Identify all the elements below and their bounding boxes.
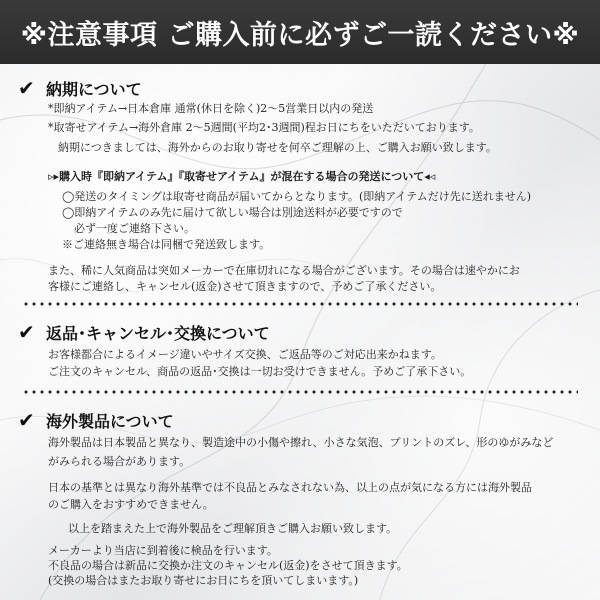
mixed-order-line: ※ご連絡無き場合は同梱で発送致します。: [62, 238, 271, 251]
overseas-line: 不良品の場合は新品に交換か注文のキャンセル(返金)をさせて頂きます。: [48, 559, 408, 572]
overseas-section-heading: [18, 408, 174, 432]
checkmark-icon: ✔: [18, 408, 35, 432]
returns-line: ご注文のキャンセル、商品の返品･交換は一切お受けできません。予めご了承下さい。: [48, 365, 472, 378]
dotted-divider: [22, 302, 578, 306]
dotted-divider: [22, 390, 578, 394]
mixed-order-line: 必ず一度ご連絡下さい。: [74, 222, 195, 235]
overseas-line: のご購入をおすすめできません。: [48, 498, 214, 511]
notice-banner: [0, 0, 600, 64]
returns-section-heading: [18, 320, 270, 344]
checkmark-icon: ✔: [18, 320, 35, 344]
delivery-section-title: 納期について: [46, 79, 142, 99]
delivery-section-heading: [18, 76, 142, 100]
overseas-line: 海外製品は日本製品と異なり、製造途中の小傷や擦れ、小さな気泡、プリントのズレ、形のゆがみなど: [48, 436, 554, 449]
overseas-line: 以上を踏まえた上で海外製品をご理解頂きご購入お願い致します。: [68, 522, 398, 535]
banner-title: ※注意事項 ご購入前に必ずご一読ください※: [20, 19, 580, 51]
mixed-order-heading: ▹▸購入時『即納アイテム』『取寄せアイテム』が混在する場合の発送について◂◃: [48, 170, 436, 183]
delivery-line: 納期につきましては、海外からのお取り寄せを何卒ご理解の上、ご購入お願い致します。: [58, 141, 497, 154]
overseas-section-title: 海外製品について: [46, 411, 174, 431]
overseas-line: メーカーより当店に到着後に検品を行います。: [48, 544, 278, 557]
overseas-line: 日本の基準とは異なり海外基準では不良品とみなされない為、以上の点が気になる方には海外製品: [48, 481, 532, 494]
mixed-order-line: ◯即納アイテムのみ先に届けて欲しい場合は別途送料が必要ですので: [62, 206, 403, 219]
mixed-order-line: ◯発送のタイミングは取寄せ商品が届いてからとなります。(即納アイテムだけ先に送れません): [62, 190, 532, 203]
returns-section-title: 返品･キャンセル･交換について: [46, 323, 270, 343]
delivery-line: *取寄せアイテム→海外倉庫 2〜5週間(平均2･3週間)程お日にちをいただいております。: [48, 121, 480, 134]
stock-notice-line: また、稀に人気商品は突如メーカーで在庫切れになる場合がございます。その場合は速やかにお: [48, 264, 520, 277]
stock-notice-line: 客様にご連絡し、キャンセル(返金)させて頂きますので、予めご了承ください。: [48, 280, 442, 293]
overseas-line: がみられる場合があります。: [48, 455, 191, 468]
checkmark-icon: ✔: [18, 76, 35, 100]
returns-line: お客様都合によるイメージ違いやサイズ交換、ご返品等のご対応出来かねます。: [48, 348, 442, 361]
delivery-line: *即納アイテム→日本倉庫 通常(休日を除く)2〜5営業日以内の発送: [48, 102, 374, 115]
overseas-line: (交換の場合はまたお取り寄せにお日にちを頂いてしまいます。): [48, 574, 359, 587]
